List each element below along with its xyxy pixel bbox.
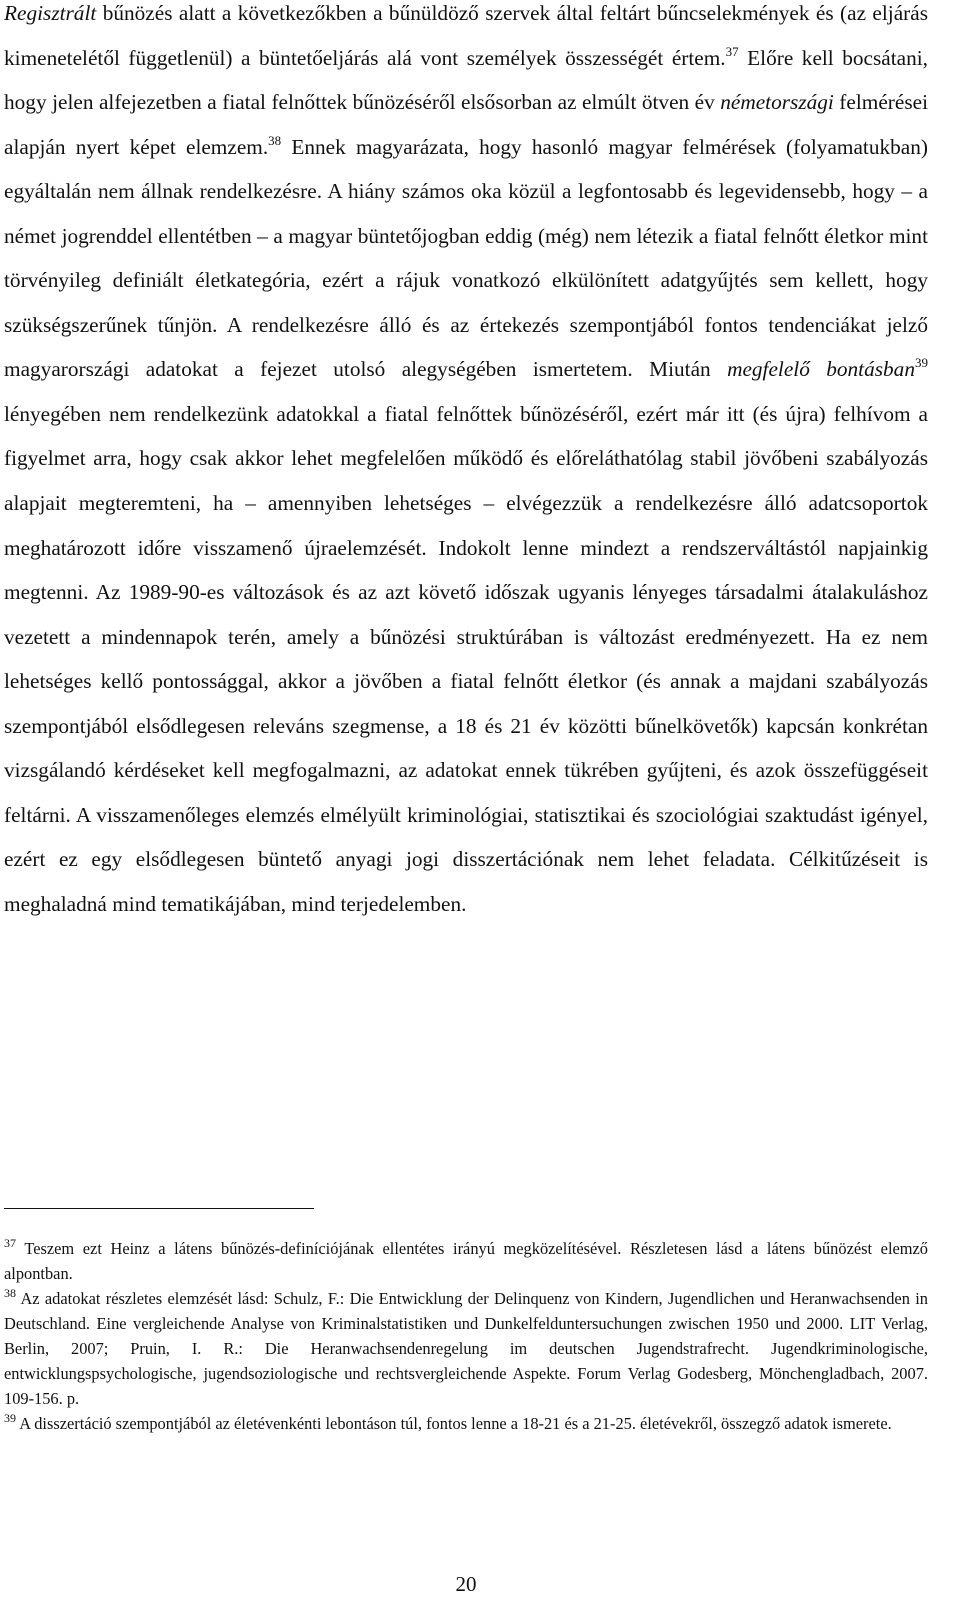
body-text-span: felmérései alapján nyert képet elemzem.: [4, 90, 928, 159]
footnote-38: [4, 1286, 928, 1411]
body-text-span: bűnözés alatt a következőkben a bűnüldöző szervek által feltárt bűncselekmények és (az eljárás kimenetelétől függetlenül) a büntetőeljárás alá vont személyek összességét értem.: [4, 1, 928, 70]
footnote-text: Teszem ezt Heinz a látens bűnözés-definíciójának ellentétes irányú megközelítésével. Részletesen lásd a látens bűnözést elemző alpontban.: [4, 1239, 928, 1283]
body-paragraph: [4, 0, 928, 926]
footnotes: [4, 1236, 928, 1436]
page-number: 20: [455, 1572, 477, 1596]
body-text-span: Ennek magyarázata, hogy hasonló magyar felmérések (folyamatukban) egyáltalán nem állnak rendelkezésre. A hiány számos oka közül a legfontosabb és legevidensebb, hogy – a német jogrenddel ellentétben – a magyar büntetőjogban eddig (még) nem létezik a fiatal felnőtt életkor mint törvényileg definiált életkategória, ezért a rájuk vonatkozó elkülönített adatgyűjtés sem kellett, hogy szükségszerűnek tűnjön. A rendelkezésre álló és az értekezés szempontjából fontos tendenciákat jelző magyarországi adatokat a fejezet utolsó alegységében ismertetem. Miután: [4, 134, 928, 382]
footnote-ref-38[interactable]: 38: [268, 132, 282, 148]
body-text-span: lényegében nem rendelkezünk adatokkal a fiatal felnőttek bűnözéséről, ezért már itt (és újra) felhívom a figyelmet arra, hogy csak akkor lehet megfelelően működő és előreláthatólag stabil jövőbeni szabályozás alapjait megteremteni, ha – amennyiben lehetséges – elvégezzük a rendelkezésre álló adatcsoportok meghatározott időre visszamenő újraelemzését. Indokolt lenne mindezt a rendszerváltástól napjainkig megtenni. Az 1989-90-es változások és az azt követő időszak ugyanis lényeges társadalmi átalakuláshoz vezetett a mindennapok terén, amely a bűnözési struktúrában is változást eredményezett. Ha ez nem lehetséges kellő pontossággal, akkor a jövőben a fiatal felnőtt életkor (és annak a majdani szabályozás szempontjából elsődlegesen releváns szegmense, a 18 és 21 év közötti bűnelkövetők) kapcsán konkrétan vizsgálandó kérdéseket kell megfogalmazni, az adatokat ennek tükrében gyűjteni, és azok összefüggéseit feltárni. A visszamenőleges elemzés elmélyült kriminológiai, statisztikai és szociológiai szaktudást igényel, ezért ez egy elsődlegesen büntető anyagi jogi disszertációnak nem lehet feladata. Célkitűzéseit is meghaladná mind tematikájában, mind terjedelemben.: [4, 401, 928, 916]
footnote-39: [4, 1411, 928, 1436]
italic-term: megfelelő bontásban: [727, 357, 915, 382]
footnote-number: 37: [4, 1236, 16, 1250]
footnote-number: 38: [4, 1286, 16, 1300]
footnote-separator: [4, 1208, 314, 1209]
italic-term: Regisztrált: [4, 1, 97, 25]
italic-term: németországi: [720, 90, 834, 115]
footnote-number: 39: [4, 1411, 16, 1425]
footnote-text: Az adatokat részletes elemzését lásd: Schulz, F.: Die Entwicklung der Delinquenz von Kindern, Jugendlichen und Heranwachsenden in Deutschland. Eine vergleichende Analyse von Kriminalstatistiken und Dunkelfelduntersuchungen zwischen 1950 und 2000. LIT Verlag, Berlin, 2007; Pruin, I. R.: Die Heranwachsendenregelung im deutschen Jugendstrafrecht. Jugendkriminologische, entwicklungspsychologische, jugendsoziologische und rechtsvergleichende Aspekte. Forum Verlag Godesberg, Mönchengladbach, 2007. 109-156. p.: [4, 1289, 928, 1408]
body-text-span: Előre kell bocsátani, hogy jelen alfejezetben a fiatal felnőttek bűnözéséről elsősorban az elmúlt ötven év: [4, 45, 928, 115]
footnote-ref-39[interactable]: 39: [914, 355, 928, 371]
footnote-text: A disszertáció szempontjából az életévenkénti lebontáson túl, fontos lenne a 18-21 és a 21-25. életévekről, összegző adatok ismerete.: [16, 1414, 892, 1433]
footnote-37: [4, 1236, 928, 1286]
footnote-ref-37[interactable]: 37: [725, 43, 739, 59]
